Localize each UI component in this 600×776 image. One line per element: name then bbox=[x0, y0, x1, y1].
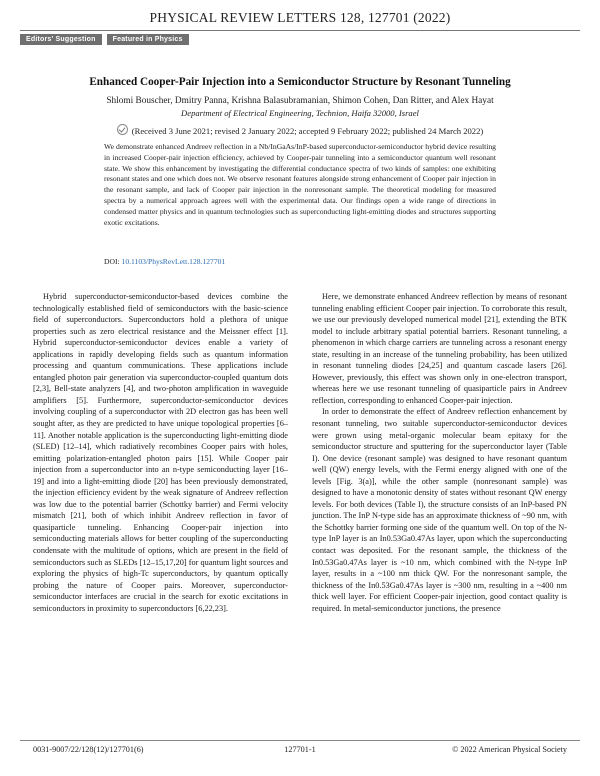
badge-row bbox=[20, 34, 189, 45]
received-text: (Received 3 June 2021; revised 2 January 2022; accepted 9 February 2022; published 24 March 2022) bbox=[131, 126, 484, 136]
body-paragraph: Here, we demonstrate enhanced Andreev reflection by means of resonant tunneling enabling efficient Cooper pair injection. To corroborate this result, we use our previously developed numerical model [21], extending the BTK model to include arbitrary spatial potential barriers. Resonant tunneling, a phenomenon in which charge carriers are tunneling across a resonant energy state, resulting in an increase of the tunneling probability, has been utilized in resonant tunneling diodes [24,25] and quantum cascade lasers [26]. However, previously, this effect was shown only in one-electron transport, whereas here we use resonant tunneling of quasiparticle pairs in Andreev reflection, corresponding to enhanced Cooper-pair injection. bbox=[312, 292, 567, 405]
received-dates bbox=[20, 124, 580, 136]
authors-text: Shlomi Bouscher, Dmitry Panna, Krishna Balasubramanian, Shimon Cohen, Dan Ritter, and Alex Hayat bbox=[106, 96, 494, 106]
abstract: We demonstrate enhanced Andreev reflection in a Nb/InGaAs/InP-based superconductor-semiconductor hybrid device resulting in increased Cooper-pair injection efficiency, achieved by Cooper-pair tunneling into a semiconductor quantum well resonant state. We show this enhancement by investigating the differential conductance spectra of two kinds of samples: one exhibiting resonant states and one which does not. We observe resonant features alongside strong enhancement of Cooper pair injection in the resonant sample, and lack of Cooper pair injection in the nonresonant sample. The theoretical modeling for measured spectra by a numerical approach agrees well with the experimental data. Our findings open a wide range of directions in condensed matter physics and in quantum technologies such as superconducting light-emitting diodes and structures supporting exotic excitations. bbox=[104, 142, 496, 227]
footer-page-number: 127701-1 bbox=[284, 745, 316, 754]
check-for-updates-icon[interactable] bbox=[117, 124, 128, 135]
footer-copyright: © 2022 American Physical Society bbox=[452, 745, 567, 754]
body-paragraph: Hybrid superconductor-semiconductor-based devices combine the technologically established field of semiconductors with the basic-science field of superconductors. Superconductors hold a plethora of unique properties such as zero electrical resistance and the Meissner effect [1]. Hybrid superconductor-semiconductor devices enable a variety of applications in rapidly developing fields such as quantum information processing and quantum communications. These applications include entangled photon pair generation via superconductor-coupled quantum dots [2,3], Bell-state analyzers [4], and two-photon amplification in waveguide amplifiers [5]. Furthermore, superconductor-semiconductor devices involving coupling of a superconductor with 2D electron gas has been well sought after, as they are predicted to have unique topological properties [6–11]. Another notable application is the superconducting light-emitting diode (SLED) [12–14], which radiatively recombines Cooper pairs with holes, emitting polarization-entangled photon pairs [15]. While Cooper pair injection from a superconductor into an n-type semiconducting layer [16–19] and into a light-emitting diode [20] has been previously demonstrated, the injection efficiency evident by the weak signature of Andreev reflection was low due to the potential barrier (Schottky barrier) and Fermi velocity mismatch [21], both of which inhibit Andreev reflection in favor of quasiparticle tunneling. Enhancing Cooper-pair injection into semiconducting materials allows for better coupling of the superconducting condensate with the multitude of options, which are present in the field of semiconductors such as SLEDs [12–15,17,20] for quantum light sources and exploring the physics of high-Tc superconductors, by quantum optically probing the nature of Cooper pairs. Moreover, superconductor-semiconductor interfaces are crucial in the search for exotic excitations in semiconductors in proximity to superconductors [6,22,23]. bbox=[33, 292, 288, 613]
editors-suggestion-badge[interactable]: Editors' Suggestion bbox=[20, 34, 102, 45]
doi-link[interactable]: 10.1103/PhysRevLett.128.127701 bbox=[121, 257, 226, 266]
footer-rule bbox=[20, 740, 580, 741]
right-column bbox=[312, 291, 567, 614]
affiliation: Department of Electrical Engineering, Technion, Haifa 32000, Israel bbox=[181, 108, 419, 118]
body-paragraph: In order to demonstrate the effect of Andreev reflection enhancement by resonant tunneling, two suitable superconductor-semiconductor devices were grown using metal-organic molecular beam epitaxy for the semiconductor structure and sputtering for the superconductor layer (Table I). One device (resonant sample) was designed to have resonant quantum well (QW) energy levels, with the Fermi energy aligned with one of the levels [Fig. 3(a)], while the other sample (nonresonant sample) was designed to have a monotonic density of states without resonant QW energy levels. For both devices (Table I), the structure consists of an InP-based PN junction. The InP N-type side has an approximate thickness of ~90 nm, with the Schottky barrier forming one side of the quantum well. On top of the N-type InP layer is an In0.53Ga0.47As layer, upon which the superconducting contact was deposited. For the resonant sample, the thickness of the In0.53Ga0.47As layer is ~10 nm, which combined with the N-type InP layer, results in a ~100 nm thick QW. For the nonresonant sample, the thickness of the In0.53Ga0.47As layer is ~300 nm, resulting in a ~400 nm thick well layer. For efficient Cooper-pair injection, good contact quality is required. In metal-semiconductor junctions, the presence bbox=[312, 407, 567, 613]
featured-in-physics-badge[interactable]: Featured in Physics bbox=[107, 34, 189, 45]
article-title: Enhanced Cooper-Pair Injection into a Semiconductor Structure by Resonant Tunneling bbox=[89, 76, 511, 88]
journal-header: PHYSICAL REVIEW LETTERS 128, 127701 (2022) bbox=[149, 10, 451, 25]
header-rule bbox=[20, 30, 580, 31]
author-list bbox=[20, 96, 580, 106]
footer-issn: 0031-9007/22/128(12)/127701(6) bbox=[33, 745, 144, 754]
doi-line bbox=[104, 257, 496, 266]
doi-label: DOI: bbox=[104, 257, 120, 266]
left-column bbox=[33, 291, 288, 614]
